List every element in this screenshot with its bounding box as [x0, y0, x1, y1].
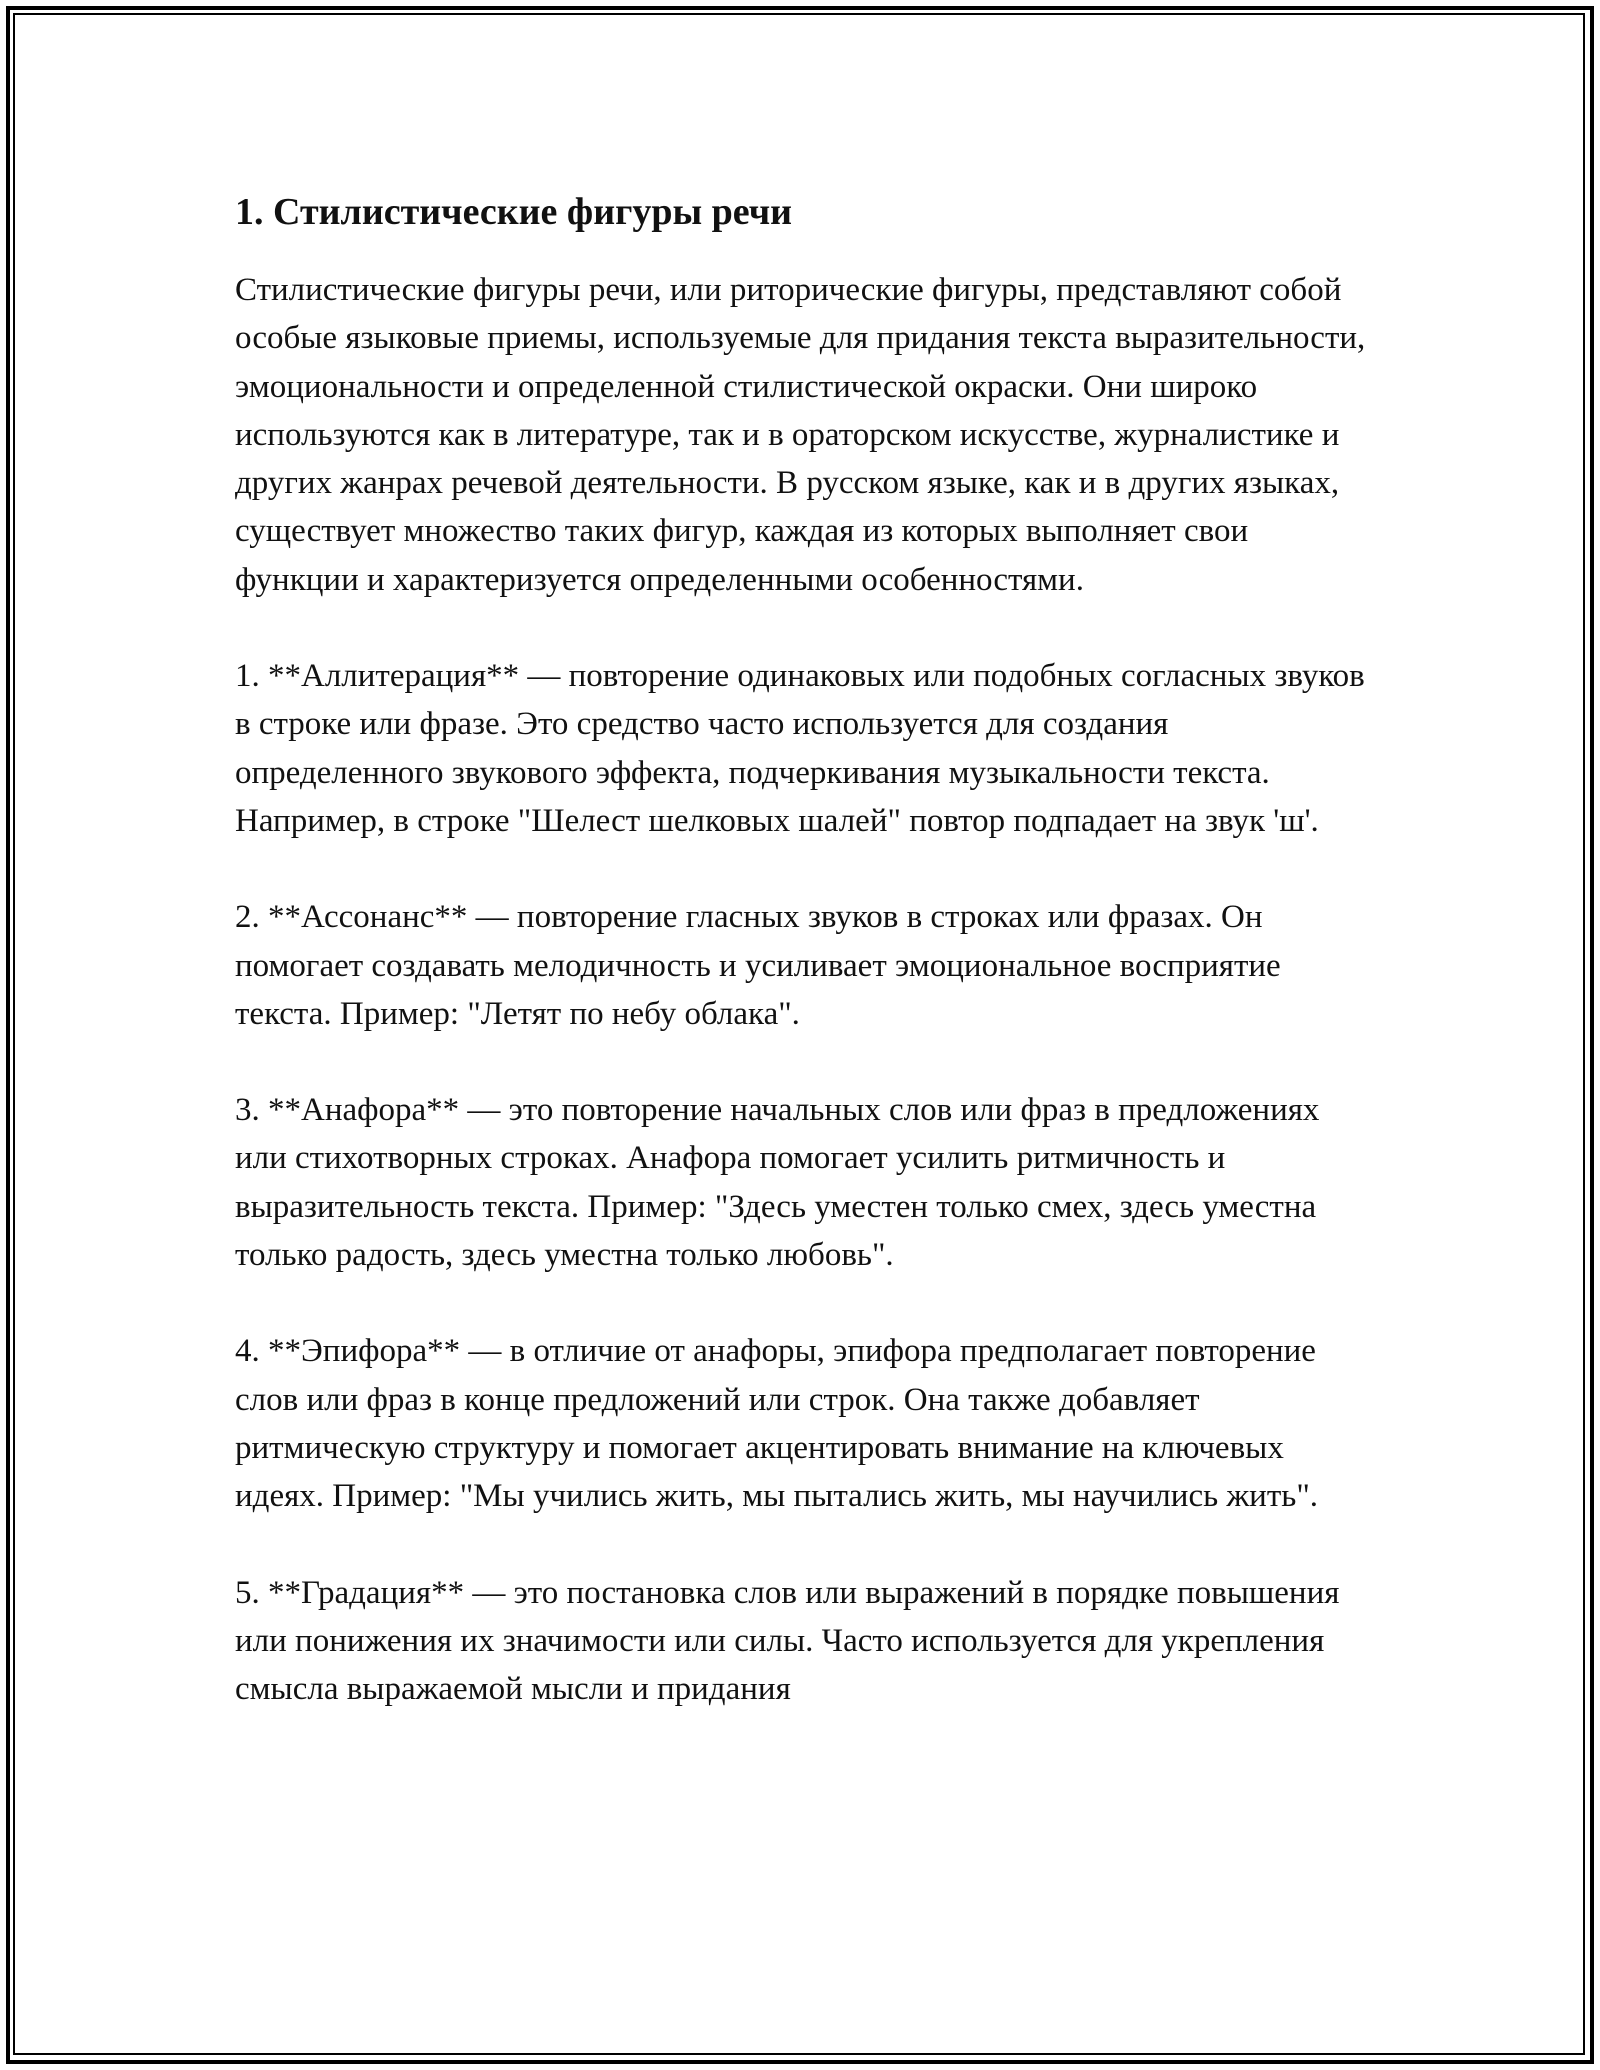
- paragraph-epiphora: 4. **Эпифора** — в отличие от анафоры, эпифора предполагает повторение слов или фраз в конце предложений или строк. Она также добавляет ритмическую структуру и помогает акцентировать внимание на ключевых идеях. Пример: "Мы учились жить, мы пытались жить, мы научились жить".: [235, 1333, 1319, 1515]
- paragraph-alliteration: 1. **Аллитерация** — повторение одинаковых или подобных согласных звуков в строке или фразе. Это средство часто используется для создания определенного звукового эффекта, подчеркивания музыкальности текста. Например, в строке "Шелест шелковых шалей" повтор подпадает на звук 'ш'.: [235, 658, 1365, 839]
- paragraph-anaphora: 3. **Анафора** — это повторение начальных слов или фраз в предложениях или стихотворных строках. Анафора помогает усилить ритмичность и выразительность текста. Пример: "Здесь уместен только смех, здесь уместна только радость, здесь уместна только любовь".: [235, 1092, 1320, 1274]
- paragraph-gradation: 5. **Градация** — это постановка слов или выражений в порядке повышения или понижения их значимости или силы. Часто используется для укрепления смысла выражаемой мысли и придания: [235, 1574, 1340, 1708]
- intro-paragraph: Стилистические фигуры речи, или риторические фигуры, представляют собой особые языковые приемы, используемые для придания текста выразительности, эмоциональности и определенной стилистической окраски. Они широко используются как в литературе, так и в ораторском искусстве, журналистике и других жанрах речевой деятельности. В русском языке, как и в других языках, существует множество таких фигур, каждая из которых выполняет свои функции и характеризуется определенными особенностями.: [235, 272, 1366, 598]
- section-heading: 1. Стилистические фигуры речи: [235, 191, 793, 233]
- document-page: [235, 188, 1375, 1761]
- paragraph-assonance: 2. **Ассонанс** — повторение гласных звуков в строках или фразах. Он помогает создавать мелодичность и усиливает эмоциональное восприятие текста. Пример: "Летят по небу облака".: [235, 899, 1281, 1032]
